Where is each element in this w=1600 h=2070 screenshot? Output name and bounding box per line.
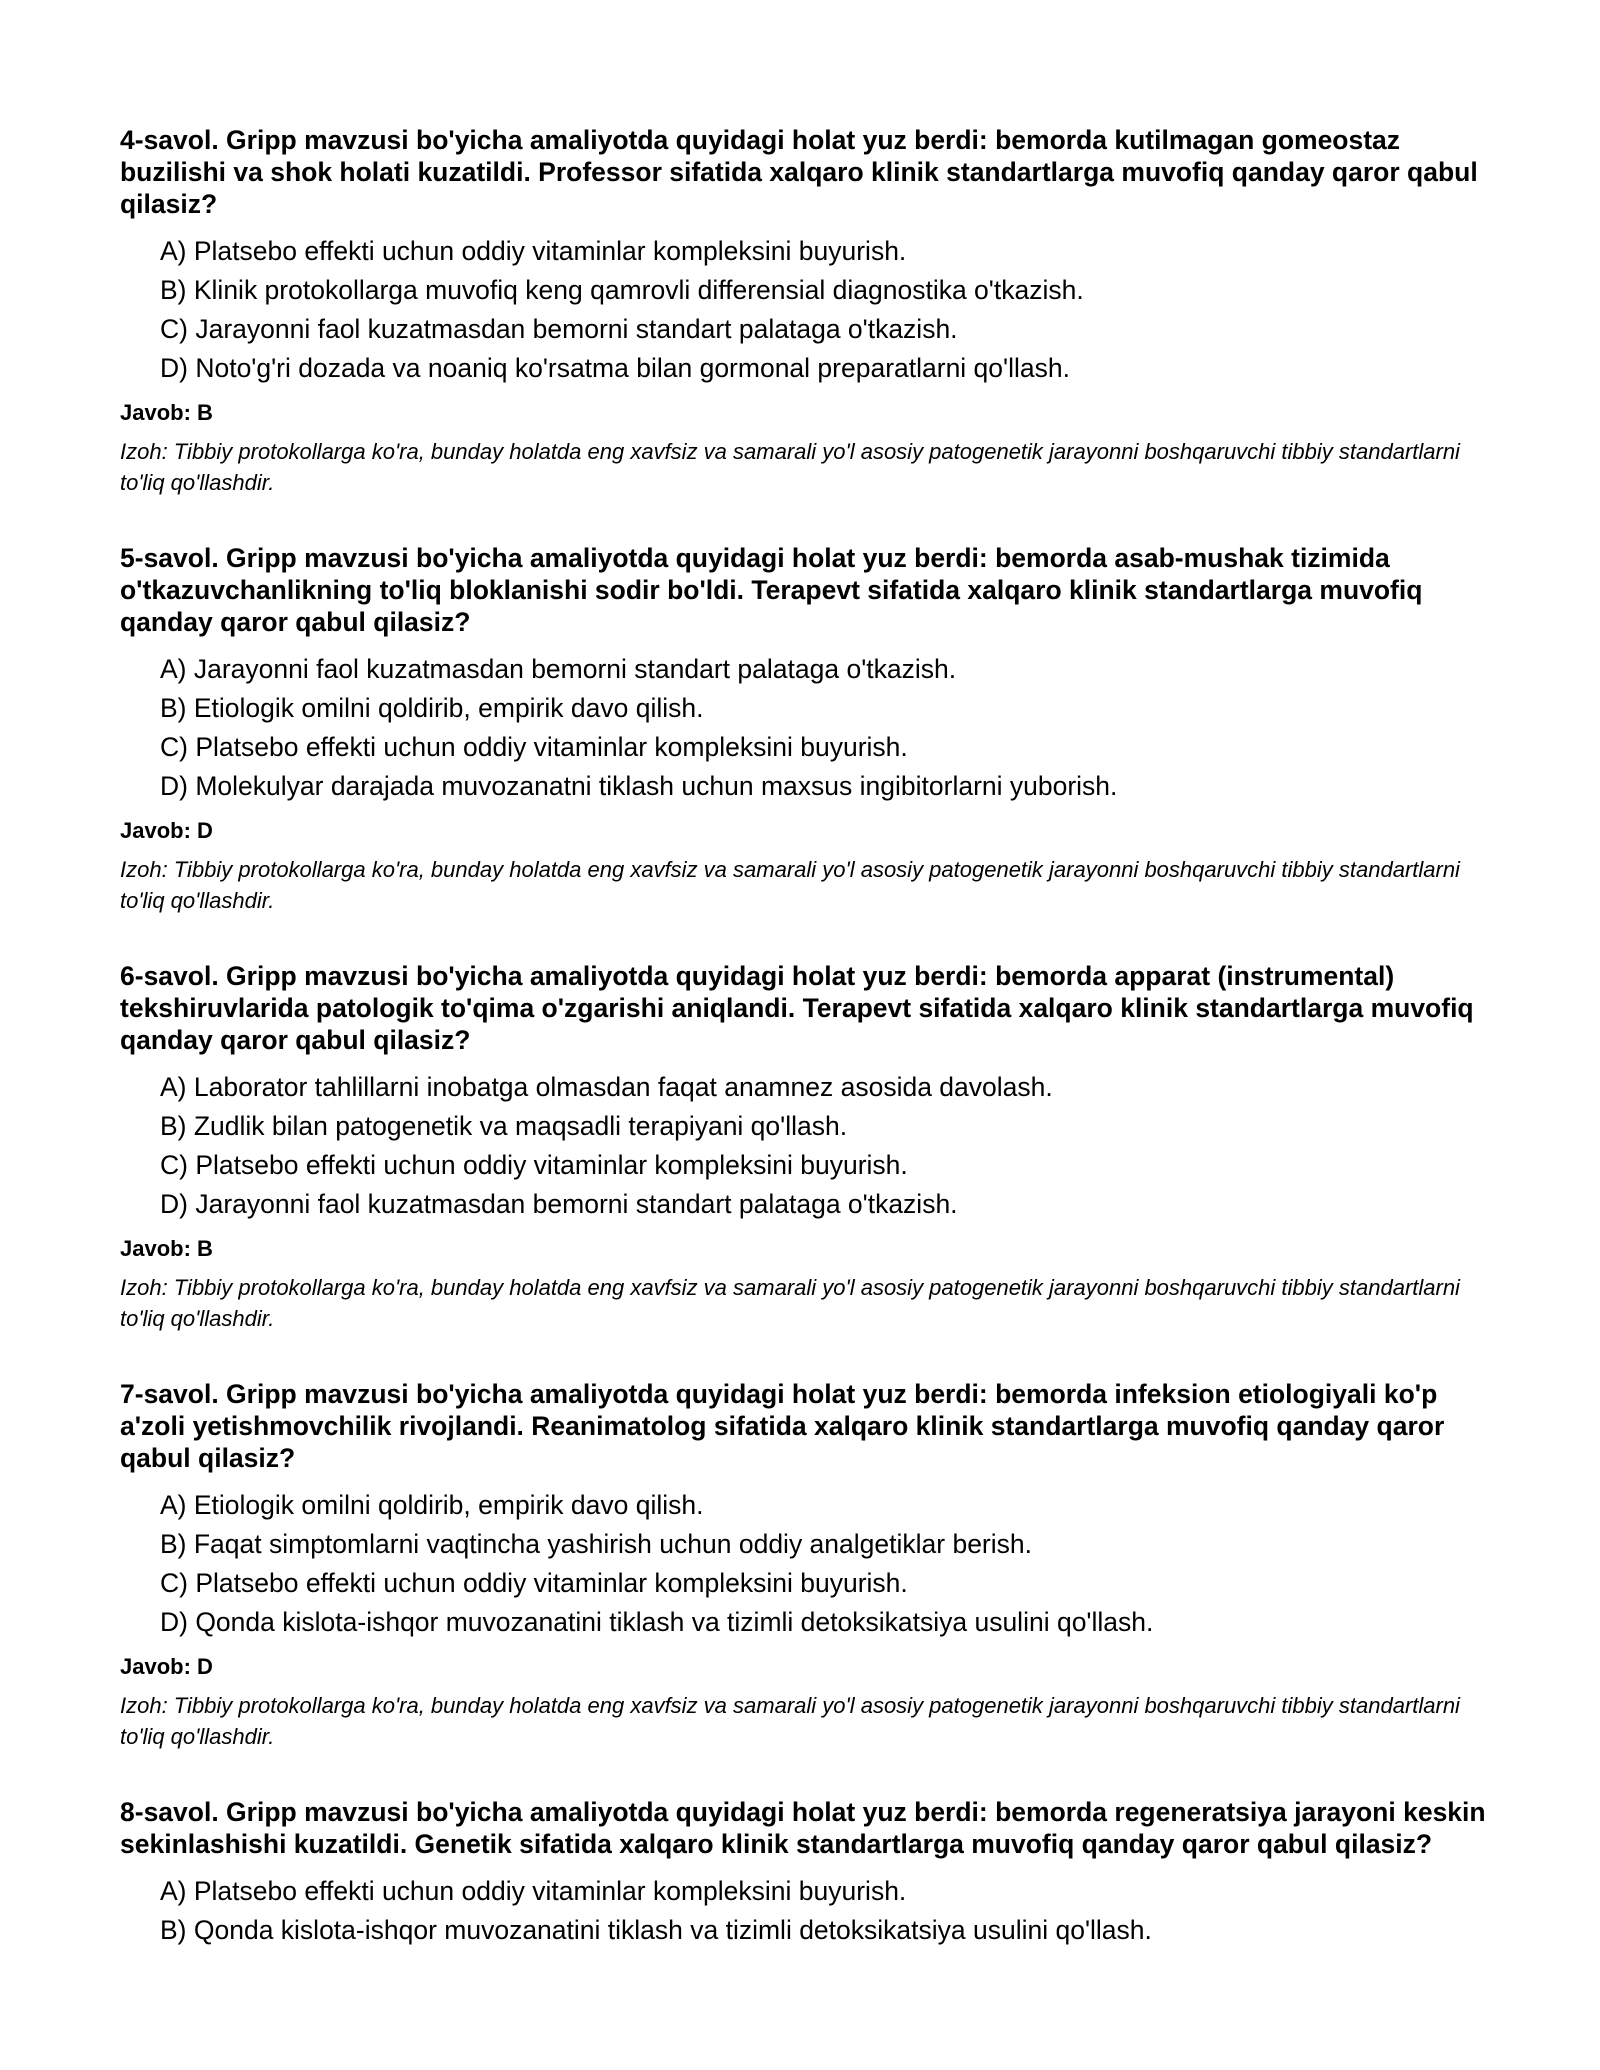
explanation-note: Izoh: Tibbiy protokollarga ko'ra, bunday holatda eng xavfsiz va samarali yo'l asosiy patogenetik jarayonni boshqaruvchi tibbiy standartlarni to'liq qo'llashdir. bbox=[120, 1693, 1460, 1749]
question-title: 6-savol. Gripp mavzusi bo'yicha amaliyotda quyidagi holat yuz berdi: bemorda apparat (instrumental) tekshiruvlarida patologik to'qima o'zgarishi aniqlandi. Terapevt sifatida xalqaro klinik standartlarga muvofiq qanday qaror qabul qilasiz? bbox=[120, 961, 1474, 1055]
explanation-note: Izoh: Tibbiy protokollarga ko'ra, bunday holatda eng xavfsiz va samarali yo'l asosiy patogenetik jarayonni boshqaruvchi tibbiy standartlarni to'liq qo'llashdir. bbox=[120, 857, 1460, 913]
options-list bbox=[120, 232, 1490, 388]
options-list bbox=[120, 650, 1490, 806]
option-b: B) Faqat simptomlarni vaqtincha yashirish uchun oddiy analgetiklar berish. bbox=[160, 1529, 1032, 1559]
option-a: A) Platsebo effekti uchun oddiy vitaminlar kompleksini buyurish. bbox=[160, 1876, 907, 1906]
option-d: D) Qonda kislota-ishqor muvozanatini tiklash va tizimli detoksikatsiya usulini qo'llash. bbox=[160, 1607, 1154, 1637]
option-b: B) Klinik protokollarga muvofiq keng qamrovli differensial diagnostika o'tkazish. bbox=[160, 275, 1084, 305]
question-8 bbox=[120, 1796, 1490, 1950]
option-d: D) Molekulyar darajada muvozanatni tiklash uchun maxsus ingibitorlarni yuborish. bbox=[160, 771, 1118, 801]
option-d: D) Noto'g'ri dozada va noaniq ko'rsatma bilan gormonal preparatlarni qo'llash. bbox=[160, 353, 1070, 383]
option-c: C) Jarayonni faol kuzatmasdan bemorni standart palataga o'tkazish. bbox=[160, 314, 958, 344]
option-a: A) Platsebo effekti uchun oddiy vitaminlar kompleksini buyurish. bbox=[160, 236, 907, 266]
question-5 bbox=[120, 542, 1490, 916]
option-b: B) Qonda kislota-ishqor muvozanatini tiklash va tizimli detoksikatsiya usulini qo'llash. bbox=[160, 1915, 1152, 1945]
document-page bbox=[120, 124, 1490, 1994]
option-a: A) Jarayonni faol kuzatmasdan bemorni standart palataga o'tkazish. bbox=[160, 654, 957, 684]
answer-label: Javob: B bbox=[120, 400, 213, 425]
question-title: 7-savol. Gripp mavzusi bo'yicha amaliyotda quyidagi holat yuz berdi: bemorda infeksion etiologiyali ko'p a'zoli yetishmovchilik rivojlandi. Reanimatolog sifatida xalqaro klinik standartlarga muvofiq qanday qaror qabul qilasiz? bbox=[120, 1379, 1445, 1473]
question-title: 5-savol. Gripp mavzusi bo'yicha amaliyotda quyidagi holat yuz berdi: bemorda asab-mushak tizimida o'tkazuvchanlikning to'liq bloklanishi sodir bo'ldi. Terapevt sifatida xalqaro klinik standartlarga muvofiq qanday qaror qabul qilasiz? bbox=[120, 543, 1423, 637]
explanation-note: Izoh: Tibbiy protokollarga ko'ra, bunday holatda eng xavfsiz va samarali yo'l asosiy patogenetik jarayonni boshqaruvchi tibbiy standartlarni to'liq qo'llashdir. bbox=[120, 1275, 1460, 1331]
option-a: A) Etiologik omilni qoldirib, empirik davo qilish. bbox=[160, 1490, 704, 1520]
question-7 bbox=[120, 1378, 1490, 1752]
answer-label: Javob: B bbox=[120, 1236, 213, 1261]
options-list bbox=[120, 1872, 1490, 1950]
option-c: C) Platsebo effekti uchun oddiy vitaminlar kompleksini buyurish. bbox=[160, 1150, 908, 1180]
options-list bbox=[120, 1486, 1490, 1642]
option-a: A) Laborator tahlillarni inobatga olmasdan faqat anamnez asosida davolash. bbox=[160, 1072, 1053, 1102]
option-b: B) Zudlik bilan patogenetik va maqsadli terapiyani qo'llash. bbox=[160, 1111, 848, 1141]
answer-label: Javob: D bbox=[120, 1654, 213, 1679]
option-c: C) Platsebo effekti uchun oddiy vitaminlar kompleksini buyurish. bbox=[160, 732, 908, 762]
option-b: B) Etiologik omilni qoldirib, empirik davo qilish. bbox=[160, 693, 704, 723]
question-6 bbox=[120, 960, 1490, 1334]
options-list bbox=[120, 1068, 1490, 1224]
option-c: C) Platsebo effekti uchun oddiy vitaminlar kompleksini buyurish. bbox=[160, 1568, 908, 1598]
question-4 bbox=[120, 124, 1490, 498]
answer-label: Javob: D bbox=[120, 818, 213, 843]
question-title: 8-savol. Gripp mavzusi bo'yicha amaliyotda quyidagi holat yuz berdi: bemorda regeneratsiya jarayoni keskin sekinlashishi kuzatildi. Genetik sifatida xalqaro klinik standartlarga muvofiq qanday qaror qabul qilasiz? bbox=[120, 1797, 1486, 1859]
explanation-note: Izoh: Tibbiy protokollarga ko'ra, bunday holatda eng xavfsiz va samarali yo'l asosiy patogenetik jarayonni boshqaruvchi tibbiy standartlarni to'liq qo'llashdir. bbox=[120, 439, 1460, 495]
option-d: D) Jarayonni faol kuzatmasdan bemorni standart palataga o'tkazish. bbox=[160, 1189, 958, 1219]
question-title: 4-savol. Gripp mavzusi bo'yicha amaliyotda quyidagi holat yuz berdi: bemorda kutilmagan gomeostaz buzilishi va shok holati kuzatildi. Professor sifatida xalqaro klinik standartlarga muvofiq qanday qaror qabul qilasiz? bbox=[120, 125, 1478, 219]
